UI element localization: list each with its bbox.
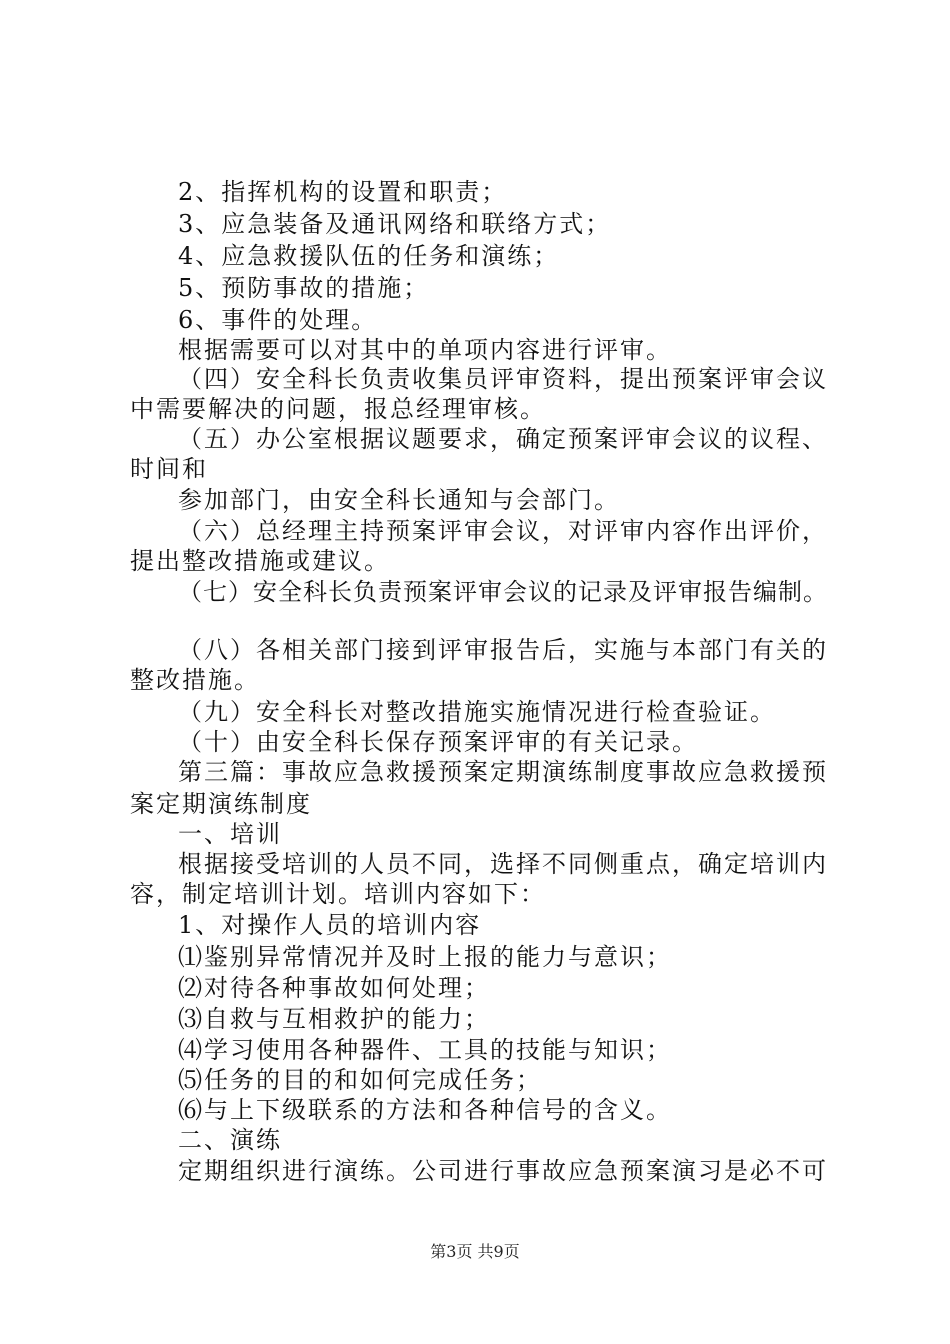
text-line: （五）办公室根据议题要求，确定预案评审会议的议程、: [178, 425, 828, 453]
text-line: ⑸任务的目的和如何完成任务；: [178, 1066, 542, 1094]
text-line: ⑹与上下级联系的方法和各种信号的含义。: [178, 1096, 672, 1124]
text-line: 3、应急装备及通讯网络和联络方式；: [178, 210, 612, 238]
text-line: 6、事件的处理。: [178, 306, 378, 334]
text-line: 根据需要可以对其中的单项内容进行评审。: [178, 336, 672, 364]
text-line: 二、演练: [178, 1126, 282, 1154]
text-line: 定期组织进行演练。公司进行事故应急预案演习是必不可: [178, 1157, 828, 1185]
text-line: ⑵对待各种事故如何处理；: [178, 974, 490, 1002]
text-line: 2、指挥机构的设置和职责；: [178, 178, 508, 206]
text-line: ⑶自救与互相救护的能力；: [178, 1005, 490, 1033]
text-line: 整改措施。: [130, 666, 260, 694]
text-line: （八）各相关部门接到评审报告后，实施与本部门有关的: [178, 636, 828, 664]
text-line: （九）安全科长对整改措施实施情况进行检查验证。: [178, 698, 776, 726]
text-line: 根据接受培训的人员不同，选择不同侧重点，确定培训内: [178, 850, 828, 878]
text-line: 一、培训: [178, 820, 282, 848]
text-line: 参加部门，由安全科长通知与会部门。: [178, 486, 620, 514]
text-line: （四）安全科长负责收集员评审资料，提出预案评审会议: [178, 365, 828, 393]
text-line: 案定期演练制度: [130, 790, 312, 818]
page-number-footer: 第3页 共9页: [430, 1242, 520, 1261]
text-line: 1、对操作人员的培训内容: [178, 911, 482, 939]
text-line: 时间和: [130, 455, 208, 483]
text-line: ⑴鉴别异常情况并及时上报的能力与意识；: [178, 943, 672, 971]
text-line: ⑷学习使用各种器件、工具的技能与知识；: [178, 1036, 672, 1064]
text-line: （十）由安全科长保存预案评审的有关记录。: [178, 728, 698, 756]
text-line: 4、应急救援队伍的任务和演练；: [178, 242, 560, 270]
text-line: （七）安全科长负责预案评审会议的记录及评审报告编制。: [178, 578, 828, 606]
text-line: 提出整改措施或建议。: [130, 547, 390, 575]
text-line: 中需要解决的问题，报总经理审核。: [130, 395, 546, 423]
text-line: 第三篇：事故应急救援预案定期演练制度事故应急救援预: [178, 758, 828, 786]
text-line: 容，制定培训计划。培训内容如下：: [130, 880, 546, 908]
text-line: 5、预防事故的措施；: [178, 274, 430, 302]
text-line: （六）总经理主持预案评审会议，对评审内容作出评价，: [178, 517, 828, 545]
